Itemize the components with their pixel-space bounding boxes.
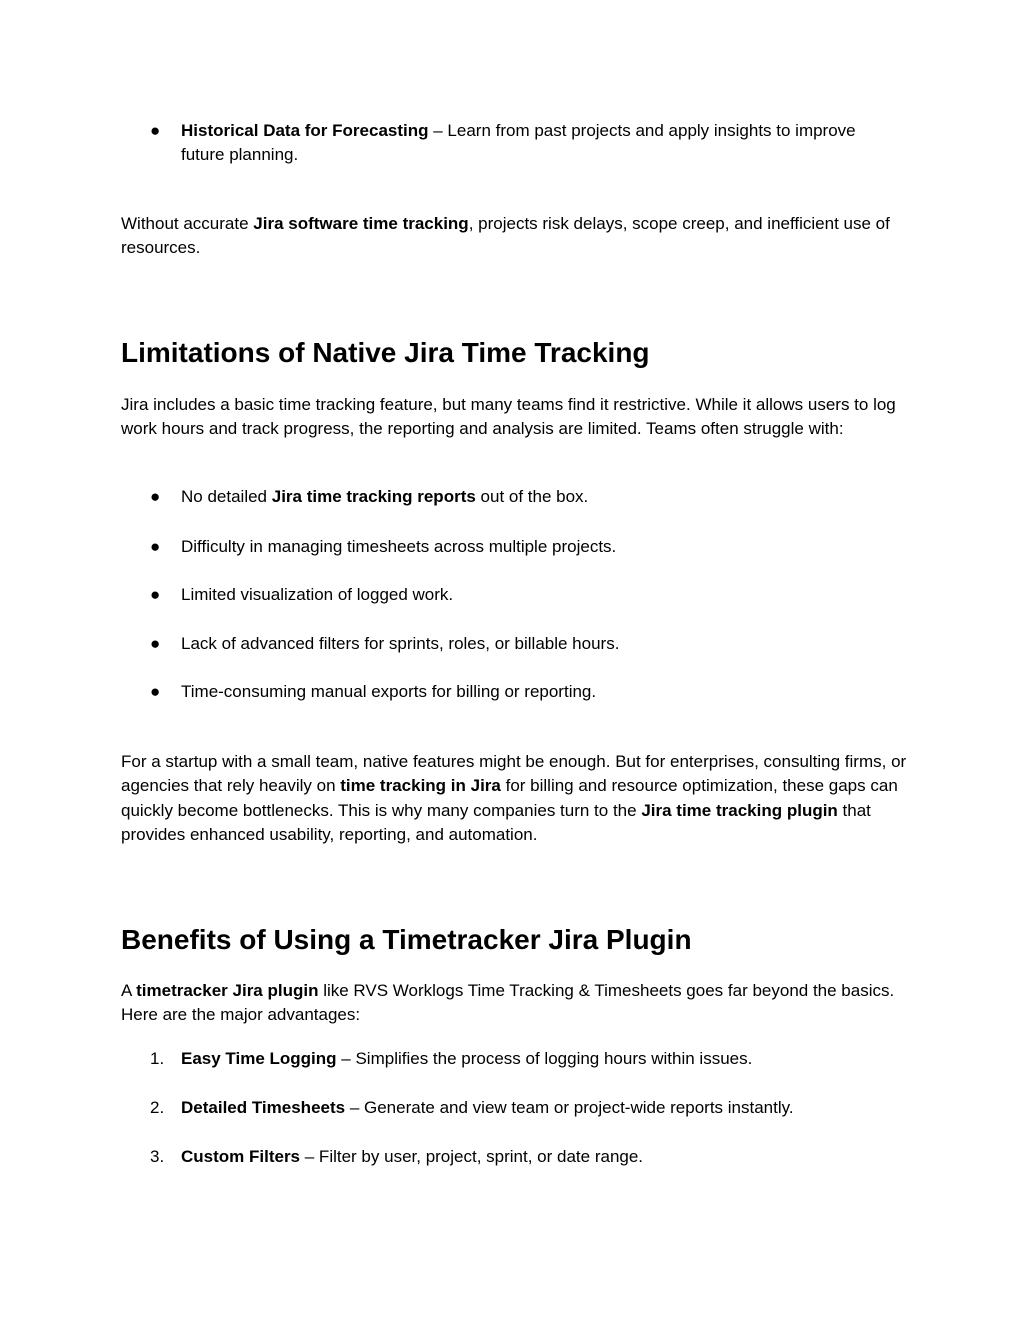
bold-text: Detailed Timesheets <box>181 1098 346 1117</box>
text: Time-consuming manual exports for billing or reporting. <box>181 682 597 701</box>
bullet-icon: ● <box>150 634 161 653</box>
item-number: 1. <box>150 1049 165 1068</box>
paragraph-without-tracking <box>121 212 911 261</box>
bold-text: Custom Filters <box>181 1147 301 1166</box>
bullet-text: – Learn from past projects and apply insights to improve future planning. <box>181 121 856 165</box>
numbered-item <box>150 1145 881 1169</box>
paragraph-benefits-intro <box>121 979 911 1028</box>
list-item <box>150 583 881 607</box>
heading-benefits: Benefits of Using a Timetracker Jira Plugin <box>121 924 692 955</box>
list-item <box>150 632 881 656</box>
bold-text: Jira time tracking reports <box>271 487 476 506</box>
paragraph-limitations-intro: Jira includes a basic time tracking feature, but many teams find it restrictive. While it allows users to log work hours and track progress, the reporting and analysis are limited. Teams often struggle with: <box>121 395 896 439</box>
numbered-item <box>150 1047 881 1071</box>
list-item <box>150 680 881 704</box>
text: out of the box. <box>475 487 589 506</box>
bold-text: Jira time tracking plugin <box>641 800 838 820</box>
list-item <box>150 485 881 509</box>
numbered-item <box>150 1096 881 1120</box>
bullet-icon: ● <box>150 682 161 701</box>
text: – Generate and view team or project-wide reports instantly. <box>345 1098 794 1117</box>
item-number: 3. <box>150 1147 165 1166</box>
text: No detailed <box>181 487 272 506</box>
text: like RVS Worklogs Time Tracking & Timesheets goes far beyond the basics. Here are the major advantages: <box>121 981 895 1025</box>
text: – Simplifies the process of logging hours within issues. <box>336 1049 753 1068</box>
text: – Filter by user, project, sprint, or date range. <box>300 1147 644 1166</box>
bold-text: time tracking in Jira <box>340 776 501 796</box>
bullet-icon: ● <box>150 121 161 140</box>
text: for billing and resource optimization, these gaps can quickly become bottlenecks. This is why many companies turn to the <box>121 776 898 820</box>
bullet-icon: ● <box>150 585 161 604</box>
bullet-icon: ● <box>150 487 161 506</box>
text: Difficulty in managing timesheets across multiple projects. <box>181 537 617 556</box>
bullet-historical-data <box>150 119 881 168</box>
bold-text: Easy Time Logging <box>181 1049 337 1068</box>
bullet-title: Historical Data for Forecasting <box>181 121 429 140</box>
paragraph-startup <box>121 750 907 847</box>
list-item <box>150 535 881 559</box>
bold-text: Jira software time tracking <box>253 214 469 233</box>
bold-text: timetracker Jira plugin <box>136 981 319 1000</box>
text: , projects risk delays, scope creep, and inefficient use of resources. <box>121 214 890 258</box>
heading-limitations: Limitations of Native Jira Time Tracking <box>121 337 650 368</box>
text: A <box>121 981 137 1000</box>
text: Lack of advanced filters for sprints, roles, or billable hours. <box>181 634 620 653</box>
item-number: 2. <box>150 1098 165 1117</box>
text: that provides enhanced usability, reporting, and automation. <box>121 800 871 844</box>
text: Without accurate <box>121 214 254 233</box>
text: For a startup with a small team, native features might be enough. But for enterprises, consulting firms, or agencies that rely heavily on <box>121 752 907 796</box>
bullet-icon: ● <box>150 537 161 556</box>
text: Limited visualization of logged work. <box>181 585 454 604</box>
